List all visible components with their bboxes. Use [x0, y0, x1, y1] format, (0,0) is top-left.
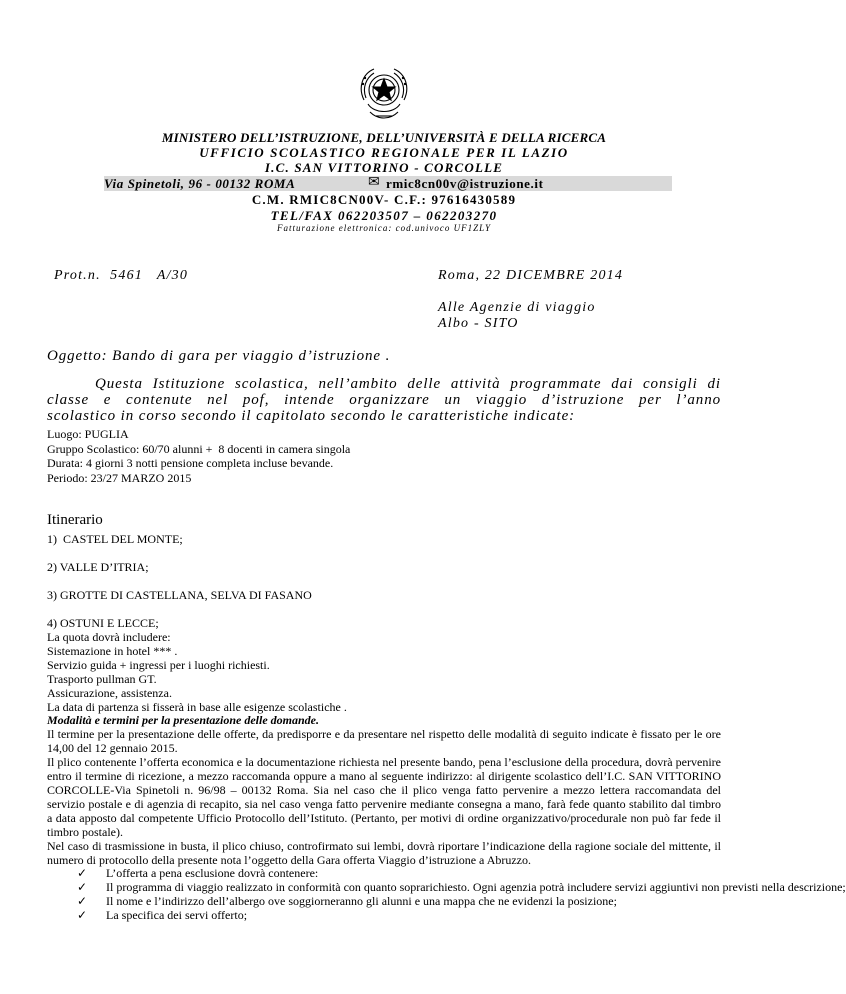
section-heading: Modalità e termini per la presentazione delle domande. — [47, 713, 319, 728]
checklist-item — [77, 909, 721, 923]
checklist-item-text: Il programma di viaggio realizzato in conformità con quanto soprarichiesto. Ogni agenzia potrà includere servizi aggiuntivi non previsti nella descrizione; — [106, 880, 846, 895]
intro-paragraph — [47, 376, 721, 424]
ministry-heading: MINISTERO DELL’ISTRUZIONE, DELL’UNIVERSITÀ E DELLA RICERCA — [161, 130, 607, 145]
school-name-heading: I.C. SAN VITTORINO - CORCOLLE — [264, 160, 504, 175]
detail-location: Luogo: PUGLIA — [47, 427, 129, 441]
invoice-code: Fatturazione elettronica: cod.univoco UF1ZLY — [277, 223, 491, 233]
recipient-line-2: Albo - SITO — [438, 316, 519, 331]
quote-line: La quota dovrà includere: — [47, 630, 171, 644]
offer-checklist — [47, 866, 846, 923]
regional-office-heading: UFFICIO SCOLASTICO REGIONALE PER IL LAZIO — [199, 145, 569, 160]
school-telfax: TEL/FAX 062203507 – 062203270 — [270, 208, 498, 223]
detail-period: Periodo: 23/27 MARZO 2015 — [47, 470, 192, 485]
itinerary-item: 3) GROTTE DI CASTELLANA, SELVA DI FASANO — [47, 588, 312, 602]
checklist-item — [77, 867, 721, 881]
detail-group: Gruppo Scolastico: 60/70 alunni + 8 docenti in camera singola — [47, 441, 351, 456]
document-body — [47, 630, 846, 923]
protocol-number: Prot.n. 5461 A/30 — [54, 268, 189, 283]
checklist-item — [77, 895, 721, 909]
itinerary-item: 1) CASTEL DEL MONTE; — [47, 532, 183, 546]
school-email[interactable]: rmic8cn00v@istruzione.it — [386, 176, 544, 191]
intro-line-1: Questa Istituzione scolastica, nell’ambito delle attività programmate dai consigli di — [95, 376, 721, 392]
checkmark-icon: ✓ — [77, 880, 88, 895]
recipient-line-1: Alle Agenzie di viaggio — [438, 300, 596, 315]
quote-line: Assicurazione, assistenza. — [47, 685, 172, 700]
trip-details — [47, 427, 350, 485]
quote-line: Trasporto pullman GT. — [47, 671, 157, 686]
checkmark-icon: ✓ — [77, 908, 88, 923]
school-address: Via Spinetoli, 96 - 00132 ROMA — [104, 176, 296, 191]
envelope-icon: ✉ — [368, 175, 381, 190]
republic-emblem-icon — [356, 64, 412, 124]
intro-line-3: scolastico in corso secondo il capitolato secondo le caratteristiche indicate: — [47, 408, 576, 424]
checkmark-icon: ✓ — [77, 866, 88, 881]
itinerary-title: Itinerario — [47, 512, 103, 528]
subject-line: Oggetto: Bando di gara per viaggio d’istruzione . — [47, 348, 391, 364]
quote-line: Servizio guida + ingressi per i luoghi richiesti. — [47, 657, 270, 672]
checklist-item-text: La specifica dei servi offerto; — [106, 908, 248, 923]
submission-paragraph: Il plico contenente l’offerta economica e la documentazione richiesta nel presente bando, pena l’esclusione della procedura, dovrà pervenire entro il termine di ricezione, a mezzo raccomanda oppure a mano al seguente indirizzo: al dirigente scolastico dell’I.C. SAN VITTORINO CORCOLLE-Via Spinetoli n. 96/98 – 00132 Roma. Sia nel caso che il plico venga fatto pervenire a mezzo lettera raccomandata del servizio postale e di agenzia di recapito, sia nel caso venga fatto pervenire mediante consegna a mano, farà fede quanto stabilito dal timbro a data apposto dal competente Ufficio Protocollo dell’Istituto. (Pertanto, per motivi di ordine organizzativo/procedurale non può far fede il timbro postale). — [47, 755, 721, 839]
checklist-item-text: L’offerta a pena esclusione dovrà contenere: — [106, 866, 319, 881]
letter-date: Roma, 22 DICEMBRE 2014 — [438, 268, 624, 283]
address-bar — [104, 176, 672, 191]
envelope-paragraph: Nel caso di trasmissione in busta, il plico chiuso, controfirmato sui lembi, dovrà riportare l’indicazione della ragione sociale del mittente, il numero di protocollo della presente nota l’oggetto della Gara offerta Viaggio d’istruzione a Abruzzo. — [47, 838, 721, 867]
school-codes: C.M. RMIC8CN00V- C.F.: 97616430589 — [251, 192, 517, 207]
detail-duration: Durata: 4 giorni 3 notti pensione completa incluse bevande. — [47, 456, 334, 470]
deadline-paragraph: Il termine per la presentazione delle offerte, da predisporre e da presentare nel rispetto delle modalità di seguito indicate è fissato per le ore 14,00 del 12 gennaio 2015. — [47, 727, 721, 756]
quote-line: La data di partenza si fisserà in base alle esigenze scolastiche . — [47, 699, 347, 714]
quote-line: Sistemazione in hotel *** . — [47, 643, 178, 658]
intro-line-2: classe e contenute nel pof, intende organizzare un viaggio d’istruzione per l’anno — [47, 392, 721, 408]
itinerary-item: 2) VALLE D’ITRIA; — [47, 560, 149, 574]
checkmark-icon: ✓ — [77, 894, 88, 909]
itinerary-item: 4) OSTUNI E LECCE; — [47, 616, 159, 630]
checklist-item — [77, 880, 846, 895]
checklist-item-text: Il nome e l’indirizzo dell’albergo ove soggiorneranno gli alunni e una mappa che ne evidenzi la posizione; — [106, 894, 617, 909]
